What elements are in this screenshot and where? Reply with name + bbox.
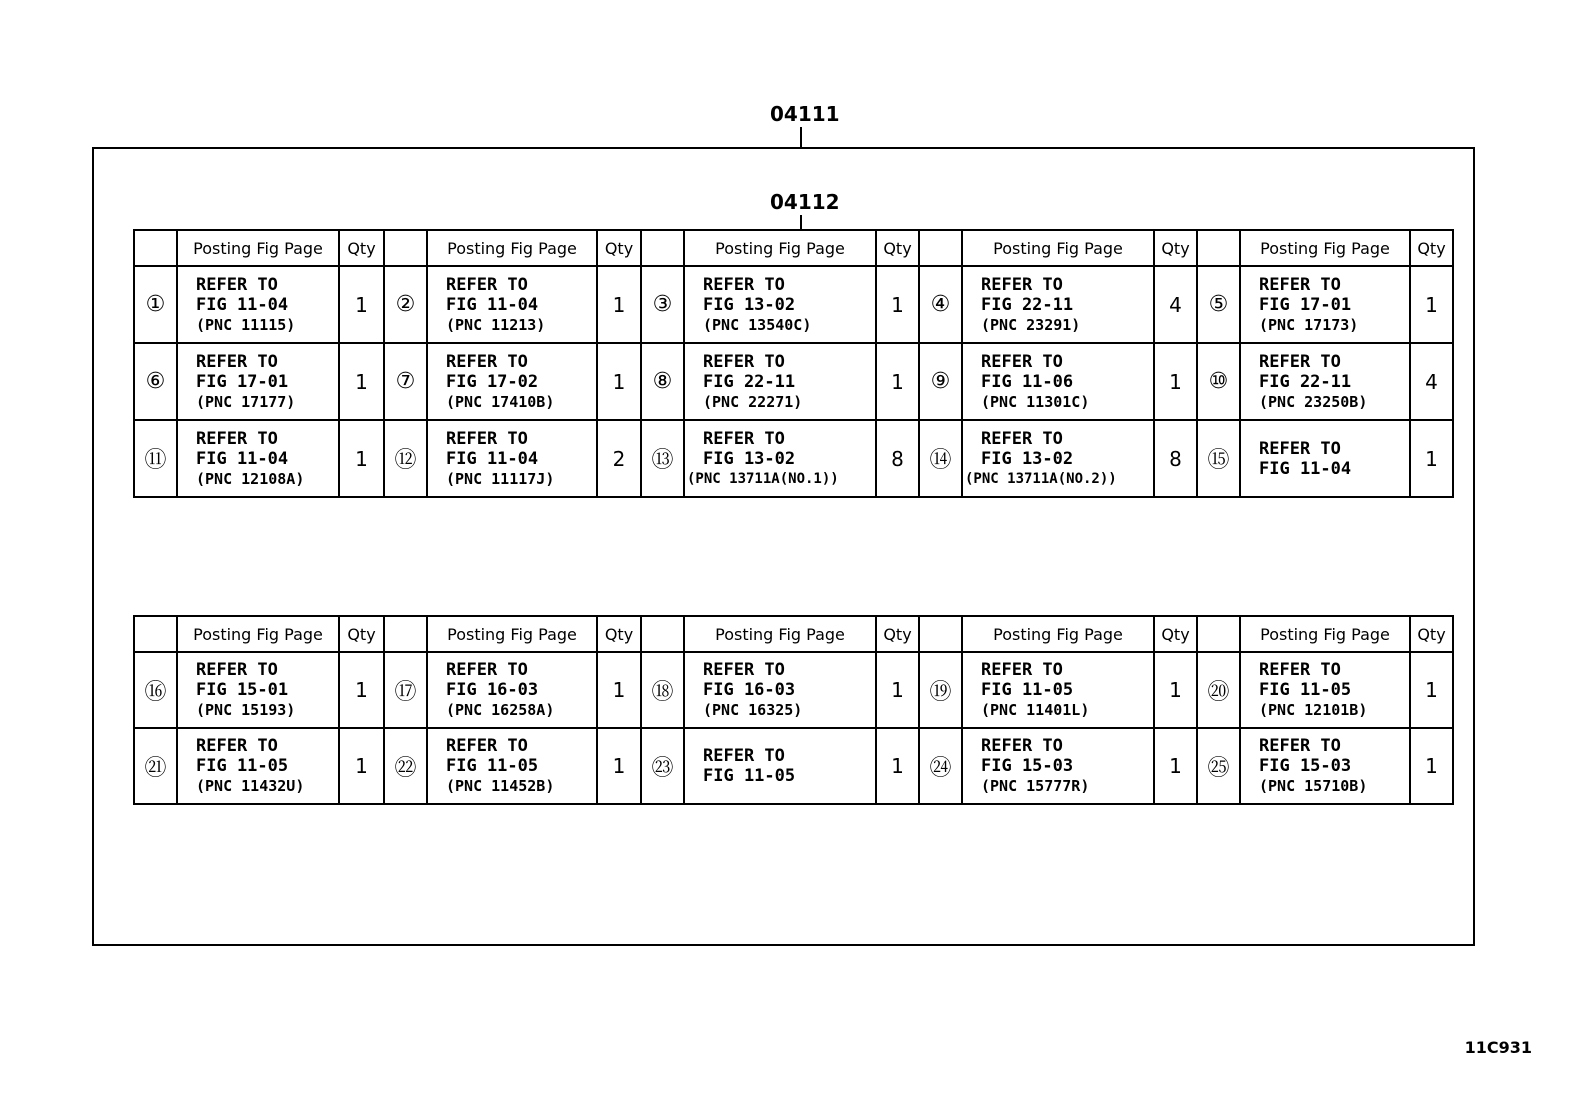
refer-to-text: REFER TO [703, 274, 785, 295]
quantity: 1 [876, 652, 919, 728]
refer-to-text: REFER TO [981, 274, 1063, 295]
header-posting-fig-page: Posting Fig Page [962, 230, 1154, 266]
header-blank [919, 230, 962, 266]
figure-reference [177, 266, 339, 343]
figure-reference [427, 420, 597, 497]
pnc-number: (PNC 11115) [196, 315, 296, 334]
assembly-leader-line [800, 127, 802, 147]
header-blank [1197, 230, 1240, 266]
refer-to-text: REFER TO [446, 351, 528, 372]
header-qty: Qty [876, 616, 919, 652]
figure-number[interactable]: FIG 22-11 [703, 371, 796, 392]
figure-reference [1240, 343, 1410, 420]
refer-to-text: REFER TO [196, 736, 278, 756]
table-header-row [134, 616, 1453, 652]
figure-reference [427, 266, 597, 343]
pnc-number: (PNC 11401L) [981, 701, 1090, 719]
refer-to-text: REFER TO [446, 736, 528, 756]
quantity: 1 [876, 728, 919, 804]
pnc-number: (PNC 15710B) [1259, 777, 1368, 795]
figure-reference [177, 343, 339, 420]
callout-number: ⑫ [384, 420, 427, 497]
header-posting-fig-page: Posting Fig Page [684, 616, 876, 652]
figure-reference [427, 652, 597, 728]
table-row [134, 343, 1453, 420]
figure-number[interactable]: FIG 11-05 [981, 680, 1074, 700]
figure-reference [427, 343, 597, 420]
figure-number[interactable]: FIG 11-04 [446, 294, 539, 315]
quantity: 2 [597, 420, 641, 497]
pnc-number: (PNC 13540C) [703, 315, 812, 334]
figure-number[interactable]: FIG 13-02 [703, 294, 796, 315]
pnc-number: (PNC 13711A(NO.2)) [965, 470, 1117, 487]
figure-number[interactable]: FIG 15-03 [1259, 756, 1352, 776]
quantity: 4 [1154, 266, 1197, 343]
figure-reference [962, 343, 1154, 420]
quantity: 1 [597, 652, 641, 728]
callout-number: ① [134, 266, 177, 343]
illustration-code: 11C931 [1464, 1038, 1532, 1057]
quantity: 4 [1410, 343, 1453, 420]
reference-table-1 [133, 229, 1454, 498]
refer-to-text: REFER TO [981, 736, 1063, 756]
refer-to-text: REFER TO [1259, 351, 1341, 372]
refer-to-text: REFER TO [981, 351, 1063, 372]
quantity: 1 [876, 266, 919, 343]
pnc-number: (PNC 17410B) [446, 392, 555, 411]
callout-number: ⑱ [641, 652, 684, 728]
callout-number: ㉑ [134, 728, 177, 804]
quantity: 1 [1154, 343, 1197, 420]
figure-number[interactable]: FIG 13-02 [703, 448, 796, 469]
quantity: 1 [1410, 266, 1453, 343]
refer-to-text: REFER TO [196, 274, 278, 295]
header-qty: Qty [597, 616, 641, 652]
header-qty: Qty [597, 230, 641, 266]
header-posting-fig-page: Posting Fig Page [1240, 616, 1410, 652]
figure-number[interactable]: FIG 17-02 [446, 371, 539, 392]
assembly-code-04111: 04111 [770, 102, 840, 126]
pnc-number: (PNC 13711A(NO.1)) [687, 470, 839, 487]
pnc-number: (PNC 16258A) [446, 701, 555, 719]
pnc-number: (PNC 12101B) [1259, 701, 1368, 719]
quantity: 1 [339, 266, 384, 343]
figure-number[interactable]: FIG 11-06 [981, 371, 1074, 392]
figure-reference [962, 728, 1154, 804]
figure-reference [962, 652, 1154, 728]
quantity: 1 [339, 728, 384, 804]
pnc-number: (PNC 23250B) [1259, 392, 1368, 411]
header-posting-fig-page: Posting Fig Page [1240, 230, 1410, 266]
table-row [134, 266, 1453, 343]
figure-reference [177, 652, 339, 728]
callout-number: ⑮ [1197, 420, 1240, 497]
header-blank [641, 230, 684, 266]
header-posting-fig-page: Posting Fig Page [962, 616, 1154, 652]
table-row [134, 652, 1453, 728]
pnc-number: (PNC 15193) [196, 701, 296, 719]
figure-number[interactable]: FIG 11-04 [446, 448, 539, 469]
figure-reference [1240, 266, 1410, 343]
figure-number[interactable]: FIG 11-04 [1259, 458, 1352, 479]
quantity: 1 [876, 343, 919, 420]
callout-number: ⑤ [1197, 266, 1240, 343]
refer-to-text: REFER TO [703, 351, 785, 372]
pnc-number: (PNC 17173) [1259, 315, 1359, 334]
figure-number[interactable]: FIG 17-01 [1259, 294, 1352, 315]
callout-number: ④ [919, 266, 962, 343]
refer-to-text: REFER TO [981, 428, 1063, 449]
table-header-row [134, 230, 1453, 266]
callout-number: ㉓ [641, 728, 684, 804]
header-qty: Qty [339, 230, 384, 266]
figure-number[interactable]: FIG 16-03 [446, 680, 539, 700]
figure-number[interactable]: FIG 22-11 [981, 294, 1074, 315]
subassembly-leader-line [800, 215, 802, 229]
quantity: 1 [597, 266, 641, 343]
reference-table-2 [133, 615, 1454, 805]
refer-to-text: REFER TO [1259, 736, 1341, 756]
header-blank [919, 616, 962, 652]
callout-number: ⑭ [919, 420, 962, 497]
callout-number: ⑯ [134, 652, 177, 728]
quantity: 1 [597, 343, 641, 420]
callout-number: ② [384, 266, 427, 343]
header-qty: Qty [1410, 230, 1453, 266]
figure-number[interactable]: FIG 11-05 [703, 766, 796, 786]
figure-number[interactable]: FIG 11-05 [446, 756, 539, 776]
figure-number[interactable]: FIG 11-04 [196, 448, 289, 469]
header-qty: Qty [1154, 230, 1197, 266]
header-posting-fig-page: Posting Fig Page [177, 230, 339, 266]
callout-number: ③ [641, 266, 684, 343]
figure-number[interactable]: FIG 22-11 [1259, 371, 1352, 392]
pnc-number: (PNC 11213) [446, 315, 546, 334]
header-posting-fig-page: Posting Fig Page [684, 230, 876, 266]
refer-to-text: REFER TO [703, 660, 785, 680]
pnc-number: (PNC 23291) [981, 315, 1081, 334]
quantity: 1 [1154, 728, 1197, 804]
callout-number: ⑲ [919, 652, 962, 728]
refer-to-text: REFER TO [1259, 660, 1341, 680]
header-blank [134, 230, 177, 266]
refer-to-text: REFER TO [196, 660, 278, 680]
quantity: 8 [1154, 420, 1197, 497]
figure-number[interactable]: FIG 15-01 [196, 680, 289, 700]
callout-number: ⑦ [384, 343, 427, 420]
quantity: 1 [597, 728, 641, 804]
quantity: 1 [1410, 728, 1453, 804]
pnc-number: (PNC 11432U) [196, 777, 305, 795]
assembly-code-04112: 04112 [770, 190, 840, 214]
refer-to-text: REFER TO [981, 660, 1063, 680]
figure-number[interactable]: FIG 17-01 [196, 371, 289, 392]
refer-to-text: REFER TO [446, 428, 528, 449]
header-qty: Qty [876, 230, 919, 266]
pnc-number: (PNC 11301C) [981, 392, 1090, 411]
refer-to-text: REFER TO [446, 660, 528, 680]
refer-to-text: REFER TO [446, 274, 528, 295]
figure-reference [1240, 728, 1410, 804]
callout-number: ⑬ [641, 420, 684, 497]
callout-number: ⑨ [919, 343, 962, 420]
header-posting-fig-page: Posting Fig Page [427, 230, 597, 266]
quantity: 1 [1410, 652, 1453, 728]
figure-number[interactable]: FIG 11-05 [1259, 680, 1352, 700]
callout-number: ㉕ [1197, 728, 1240, 804]
table-row [134, 728, 1453, 804]
quantity: 1 [1410, 420, 1453, 497]
figure-reference [684, 652, 876, 728]
refer-to-text: REFER TO [196, 351, 278, 372]
callout-number: ⑪ [134, 420, 177, 497]
figure-reference [684, 266, 876, 343]
figure-reference [684, 343, 876, 420]
pnc-number: (PNC 17177) [196, 392, 296, 411]
callout-number: ㉒ [384, 728, 427, 804]
header-blank [1197, 616, 1240, 652]
quantity: 1 [1154, 652, 1197, 728]
figure-reference [684, 728, 876, 804]
callout-number: ⑧ [641, 343, 684, 420]
header-posting-fig-page: Posting Fig Page [427, 616, 597, 652]
refer-to-text: REFER TO [703, 746, 785, 766]
refer-to-text: REFER TO [196, 428, 278, 449]
pnc-number: (PNC 15777R) [981, 777, 1090, 795]
figure-number[interactable]: FIG 16-03 [703, 680, 796, 700]
figure-reference [684, 420, 876, 497]
header-qty: Qty [1154, 616, 1197, 652]
refer-to-text: REFER TO [703, 428, 785, 449]
table-row [134, 420, 1453, 497]
callout-number: ㉔ [919, 728, 962, 804]
header-blank [641, 616, 684, 652]
callout-number: ⑩ [1197, 343, 1240, 420]
quantity: 1 [339, 420, 384, 497]
callout-number: ⑥ [134, 343, 177, 420]
quantity: 1 [339, 343, 384, 420]
pnc-number: (PNC 22271) [703, 392, 803, 411]
refer-to-text: REFER TO [1259, 274, 1341, 295]
pnc-number: (PNC 16325) [703, 701, 803, 719]
quantity: 8 [876, 420, 919, 497]
header-qty: Qty [1410, 616, 1453, 652]
header-posting-fig-page: Posting Fig Page [177, 616, 339, 652]
figure-number[interactable]: FIG 13-02 [981, 448, 1074, 469]
figure-reference [1240, 652, 1410, 728]
figure-reference [177, 420, 339, 497]
figure-number[interactable]: FIG 15-03 [981, 756, 1074, 776]
callout-number: ⑰ [384, 652, 427, 728]
pnc-number: (PNC 12108A) [196, 469, 305, 488]
quantity: 1 [339, 652, 384, 728]
figure-reference [962, 266, 1154, 343]
refer-to-text: REFER TO [1259, 438, 1341, 459]
figure-number[interactable]: FIG 11-04 [196, 294, 289, 315]
header-blank [134, 616, 177, 652]
header-qty: Qty [339, 616, 384, 652]
figure-reference [177, 728, 339, 804]
figure-number[interactable]: FIG 11-05 [196, 756, 289, 776]
header-blank [384, 616, 427, 652]
callout-number: ⑳ [1197, 652, 1240, 728]
figure-reference [427, 728, 597, 804]
header-blank [384, 230, 427, 266]
pnc-number: (PNC 11452B) [446, 777, 555, 795]
figure-reference [1240, 420, 1410, 497]
pnc-number: (PNC 11117J) [446, 469, 555, 488]
figure-reference [962, 420, 1154, 497]
